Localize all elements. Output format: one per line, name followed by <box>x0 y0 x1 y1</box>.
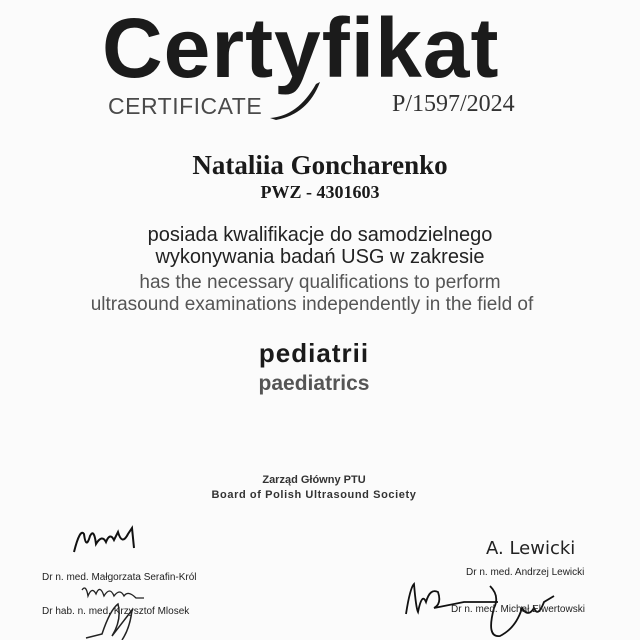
certificate-subtitle: CERTIFICATE <box>108 93 263 119</box>
statement-pl-line2: wykonywania badań USG w zakresie <box>155 246 485 268</box>
signatory-mlosek: Dr hab. n. med. Krzysztof Mlosek <box>42 606 190 617</box>
recipient-pwz: PWZ - 4301603 <box>260 182 380 202</box>
field-pl: pediatrii <box>258 338 370 368</box>
statement-en-line1: has the necessary qualifications to perform <box>139 272 501 293</box>
issuer-pl: Zarząd Główny PTU <box>262 474 366 486</box>
field-en: paediatrics <box>258 372 370 395</box>
swoosh-decoration <box>268 80 328 120</box>
issuer-en: Board of Polish Ultrasound Society <box>211 489 417 501</box>
signature-serafin-krol <box>72 524 142 556</box>
certificate-number: P/1597/2024 <box>392 91 515 117</box>
signatory-serafin-krol: Dr n. med. Małgorzata Serafin-Król <box>42 572 197 583</box>
signature-lewicki <box>486 534 576 560</box>
statement-pl-line1: posiada kwalifikacje do samodzielnego <box>147 224 493 246</box>
statement-en-line2: ultrasound examinations independently in the field of <box>90 294 534 315</box>
svg-text:A. Lewicki: A. Lewicki <box>486 538 576 559</box>
certificate-title: Certyfikat <box>102 1 500 95</box>
recipient-name: Nataliia Goncharenko <box>192 150 448 180</box>
signature-mlosek-2 <box>82 600 142 640</box>
signatory-elwertowski: Dr n. med. Michał Elwertowski <box>451 604 585 615</box>
signatory-lewicki: Dr n. med. Andrzej Lewicki <box>466 567 585 578</box>
